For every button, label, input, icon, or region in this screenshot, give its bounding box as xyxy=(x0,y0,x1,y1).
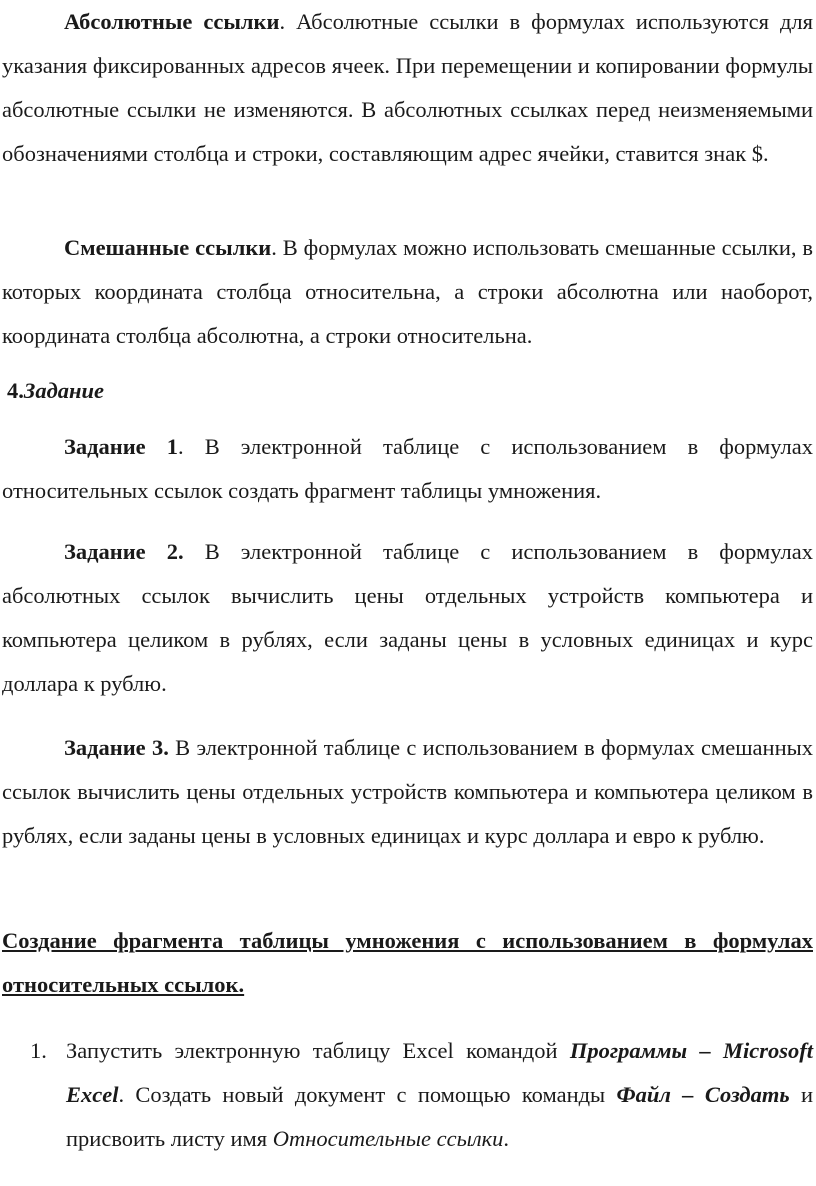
task-3-paragraph xyxy=(2,726,813,858)
paragraph-absolute-links xyxy=(2,0,813,176)
section-4-title: Задание xyxy=(23,378,104,403)
section-title: Создание фрагмента таблицы умножения с использованием в формулах относительных ссылок. xyxy=(2,928,813,997)
term-mixed-links: Смешанные ссылки xyxy=(64,235,272,260)
section-4-number: 4. xyxy=(7,378,24,403)
menu-path-file-create: Файл – Создать xyxy=(616,1082,790,1107)
section-4-heading xyxy=(7,369,104,413)
step-1-part-2: . Создать новый документ с помощью команды xyxy=(118,1082,617,1107)
task-1-text: . В электронной таблице с использованием в формулах относительных ссылок создать фрагмент таблицы умножения. xyxy=(2,434,813,503)
menu-path-programs-excel: Программы – Microsoft Excel xyxy=(66,1038,814,1107)
step-1-text xyxy=(66,1029,813,1161)
task-2-paragraph xyxy=(2,530,813,706)
sheet-name: Относительные ссылки xyxy=(272,1126,504,1151)
task-3-text: В электронной таблице с использованием в формулах смешанных ссылок вычислить цены отдельных устройств компьютера и компьютера целиком в рублях, если заданы цены в условных единицах и курс доллара и евро к рублю. xyxy=(2,735,813,848)
task-2-text: В электронной таблице с использованием в формулах абсолютных ссылок вычислить цены отдельных устройств компьютера и компьютера целиком в рублях, если заданы цены в условных единицах и курс доллара к рублю. xyxy=(2,539,813,696)
step-1-part-1: Запустить электронную таблицу Excel командой xyxy=(66,1038,570,1063)
task-1-paragraph xyxy=(2,425,813,513)
absolute-links-text: . Абсолютные ссылки в формулах используются для указания фиксированных адресов ячеек. При перемещении и копировании формулы абсолютные ссылки не изменяются. В абсолютных ссылках перед неизменяемыми обозначениями столбца и строки, составляющим адрес ячейки, ставится знак $. xyxy=(2,9,813,166)
mixed-links-text: . В формулах можно использовать смешанные ссылки, в которых координата столбца относительна, а строки абсолютна или наоборот, координата столбца абсолютна, а строки относительна. xyxy=(2,235,813,348)
task-3-label: Задание 3. xyxy=(64,735,169,760)
task-1-label: Задание 1 xyxy=(64,434,178,459)
paragraph-mixed-links xyxy=(2,226,813,358)
term-absolute-links: Абсолютные ссылки xyxy=(64,9,280,34)
task-2-label: Задание 2. xyxy=(64,539,184,564)
step-1-part-4: . xyxy=(503,1126,510,1151)
step-1-part-3: и присвоить листу имя xyxy=(66,1082,813,1151)
list-number: 1. xyxy=(30,1038,47,1063)
